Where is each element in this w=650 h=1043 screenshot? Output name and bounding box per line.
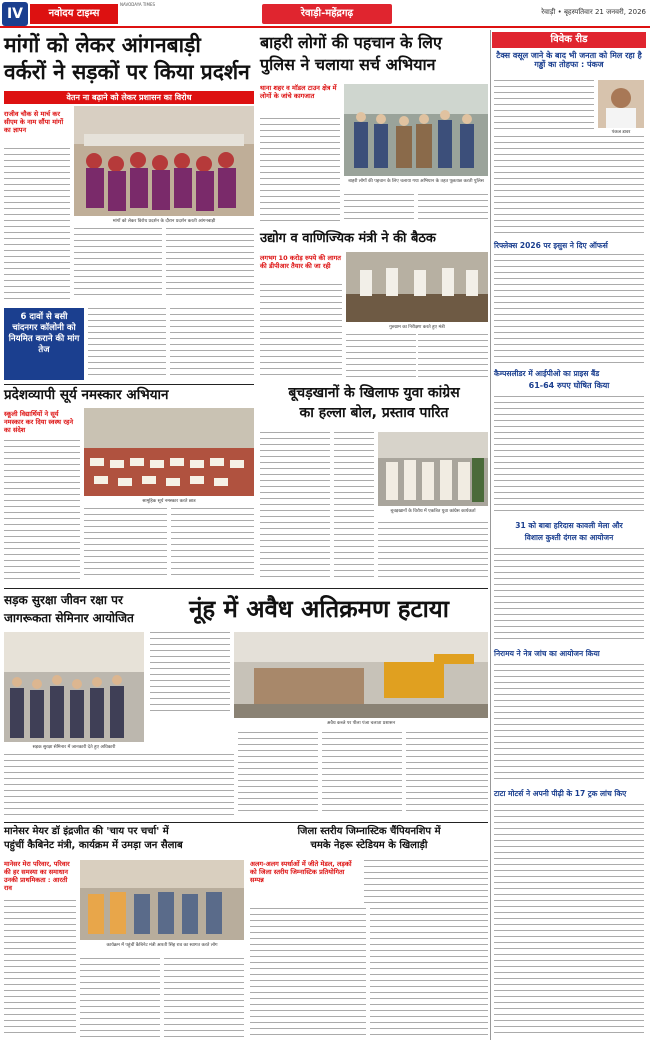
lead-kicker: राजीव चौक से मार्च कर सीएम के नाम सौंपा मांगों का ज्ञापन (4, 110, 64, 134)
congress-body-col3 (378, 522, 488, 582)
minister-photo (346, 252, 488, 322)
police-headline-2: पुलिस ने चलाया सर्च अभियान (260, 55, 436, 74)
nuh-photo-caption: अवैध कब्जे पर पीला पंजा चलाता प्रशासन (326, 721, 396, 726)
vivek-label: विवेक रीड (492, 32, 646, 48)
vivek-headline: टैक्स वसूल जाने के बाद भी जनता को मिल रहा है गड्ढों का तोहफा : पंकज (496, 51, 642, 69)
surya-body-col2 (84, 508, 167, 580)
divider (4, 588, 488, 589)
issue-date: रेवाड़ी • बृहस्पतिवार 21 जनवरी, 2026 (541, 8, 646, 16)
surya-photo-caption: सामूहिक सूर्य नमस्कार करते छात्र (142, 499, 196, 504)
road-safety-headline-1: सड़क सुरक्षा जीवन रक्षा पर (4, 593, 123, 607)
wedding-headline-2: विशाल कुश्ती दंगल का आयोजन (524, 533, 614, 542)
camp-body (494, 664, 644, 784)
schemes-body (494, 254, 644, 364)
divider (4, 822, 488, 823)
police-body-col3 (418, 194, 488, 224)
edition-title: रेवाड़ी-महेंद्रगढ़ (262, 4, 392, 24)
minister-body-col3 (418, 334, 488, 378)
nuh-headline: नूंह में अवैध अतिक्रमण हटाया (189, 595, 449, 623)
campus-body (494, 396, 644, 516)
colony-sidebar: 6 दावों से बसी चांदनगर कॉलोनी को नियमित कराने की मांग तेज (4, 308, 84, 380)
minister-headline: उद्योग व वाणिज्यिक मंत्री ने की बैठक (260, 231, 436, 246)
mayor-body-col2 (80, 958, 160, 1038)
lead-photo (74, 106, 254, 216)
masthead (0, 0, 650, 28)
lead-body-col2 (74, 228, 162, 300)
police-kicker: थाना शहर व मॉडल टाउन क्षेत्र में लोगों के जांचे कागजात (260, 84, 337, 100)
minister-body-col1 (260, 284, 342, 378)
mayor-body-col1 (4, 900, 76, 1038)
colony-body-col1 (88, 308, 166, 380)
congress-body-col1 (260, 432, 330, 582)
colony-body-col2 (170, 308, 254, 380)
camp-headline: निरामय ने नेत्र जांच का आयोजन किया (494, 649, 600, 658)
mayor-headline-1: मानेसर मेयर डॉ इंद्रजीत की 'चाय पर चर्चा' में (4, 826, 169, 837)
gym-kicker: अलग-अलग स्पर्धाओं में जीते मेडल, लड़कों को जिला स्तरीय जिम्नास्टिक प्रतियोगिता सम्पन्न (250, 860, 352, 884)
gym-body-col1 (250, 908, 366, 1038)
divider (4, 384, 254, 385)
gym-headline-1: जिला स्तरीय जिम्नास्टिक चैंपियनशिप में (297, 826, 441, 837)
police-photo (344, 84, 488, 176)
police-headline-1: बाहरी लोगों की पहचान के लिए (260, 33, 442, 52)
nuh-body-col4 (406, 732, 488, 816)
lead-body-col1 (4, 148, 70, 300)
page-number: IV (2, 2, 28, 26)
wedding-headline-1: 31 को बाबा हरिदास कावली मेला और (515, 521, 623, 530)
road-safety-photo-caption: सड़क सुरक्षा सेमिनार में जानकारी देते हुए अधिकारी (32, 745, 116, 750)
vivek-body-top (494, 80, 594, 130)
lead-strap: वेतन ना बढ़ाने को लेकर प्रशासन का विरोध (4, 91, 254, 104)
brand-logo: नवोदय टाइम्स (30, 4, 118, 24)
police-photo-caption: बाहरी लोगों की पहचान के लिए चलाया गया अभियान के तहत पूछताछ करती पुलिस (348, 179, 484, 184)
mayor-photo-caption: कार्यक्रम में पहुंचीं कैबिनेट मंत्री आरती सिंह राव का स्वागत करते लोग (106, 943, 218, 948)
mayor-body-col3 (164, 958, 244, 1038)
wedding-body (494, 548, 644, 644)
congress-body-col2 (334, 432, 374, 582)
schemes-headline: रिफ्लेक्स 2026 पर इसुस ने दिए ऑफर्स (494, 241, 608, 250)
campus-headline-2: 61-64 रुपए घोषित किया (528, 381, 610, 390)
nuh-photo (234, 632, 488, 718)
vivek-portrait-caption: पंकज डावर (611, 130, 631, 135)
nuh-body-col1 (150, 632, 230, 712)
surya-kicker: स्कूली विद्यार्थियों ने सूर्य नमस्कार कर दिया स्वस्थ रहने का संदेश (4, 410, 74, 434)
congress-photo (378, 432, 488, 506)
minister-kicker: लगभग 10 करोड़ रुपये की लागत की डीपीआर तैयार की जा रही (260, 254, 341, 270)
surya-body-col1 (4, 440, 80, 580)
lead-headline-1: मांगों को लेकर आंगनबाड़ी (4, 33, 201, 57)
congress-photo-caption: बूचड़खानों के विरोध में एकत्रित युवा कांग्रेस कार्यकर्ता (390, 509, 476, 514)
column-rule (490, 30, 491, 1040)
road-safety-headline-2: जागरूकता सेमिनार आयोजित (4, 611, 134, 625)
gym-body-col2 (370, 908, 488, 1038)
minister-photo-caption: गुरुग्राम का निरीक्षण करते हुए मंत्री (389, 325, 445, 330)
road-safety-body (4, 754, 234, 816)
gym-headline-2: चमके नेहरू स्टेडियम के खिलाड़ी (310, 840, 428, 851)
mayor-photo (80, 860, 244, 940)
tata-headline: टाटा मोटर्स ने अपनी पीढ़ी के 17 ट्रक लांच किए (494, 789, 627, 798)
campus-headline-1: कैम्पसलीडर में आईपीओ का प्राइस बैंड (494, 369, 600, 378)
road-safety-photo (4, 632, 144, 742)
nuh-body-col3 (322, 732, 402, 816)
congress-headline-1: बूचड़खानों के खिलाफ युवा कांग्रेस (288, 385, 460, 401)
mayor-headline-2: पहुंचीं कैबिनेट मंत्री, कार्यक्रम में उमड़ा जन सैलाब (4, 840, 183, 851)
police-body-col1 (260, 118, 340, 224)
vivek-body (494, 136, 644, 238)
lead-photo-caption: मांगों को लेकर विरोध प्रदर्शन के दौरान प्रदर्शन करती आंगनबाड़ी (112, 219, 216, 224)
police-body-col2 (344, 194, 414, 224)
lead-headline-2: वर्करों ने सड़कों पर किया प्रदर्शन (4, 60, 250, 84)
mayor-kicker: मानेसर मेरा परिवार, परिवार की हर समस्या का समाधान उनकी प्राथमिकता : आरती राव (4, 860, 70, 892)
gym-body-top (364, 860, 488, 904)
brand-small: NAVODAYA TIMES (120, 2, 156, 7)
surya-photo (84, 408, 254, 496)
nuh-body-col2 (238, 732, 318, 816)
minister-body-col2 (346, 334, 416, 378)
surya-body-col3 (171, 508, 254, 580)
vivek-portrait (598, 80, 644, 128)
congress-headline-2: का हल्ला बोल, प्रस्ताव पारित (299, 405, 449, 421)
tata-body (494, 804, 644, 1036)
surya-headline: प्रदेशव्यापी सूर्य नमस्कार अभियान (4, 387, 169, 403)
lead-body-col3 (166, 228, 254, 300)
